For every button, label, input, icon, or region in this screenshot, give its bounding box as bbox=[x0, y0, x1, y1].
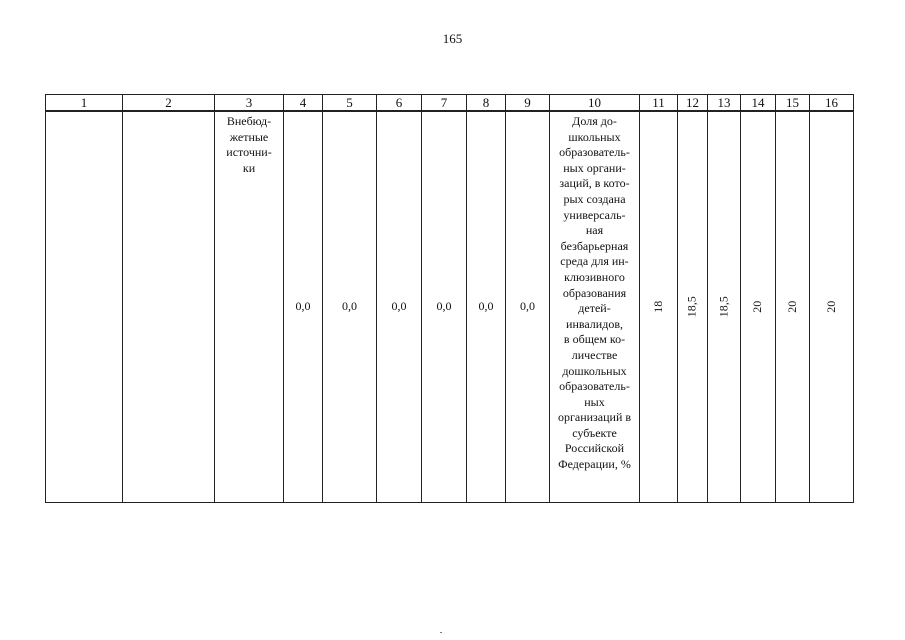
column-header: 16 bbox=[810, 95, 854, 112]
empty-cell bbox=[123, 111, 215, 503]
funding-value-cell bbox=[422, 111, 467, 503]
funding-value: 0,0 bbox=[342, 299, 357, 314]
column-header: 11 bbox=[640, 95, 678, 112]
column-header: 3 bbox=[215, 95, 284, 112]
target-value: 20 bbox=[823, 301, 838, 313]
column-header: 14 bbox=[741, 95, 776, 112]
funding-value: 0,0 bbox=[391, 299, 407, 314]
funding-value-cell bbox=[323, 111, 377, 503]
target-value: 20 bbox=[784, 301, 799, 313]
indicator-text: Доля до- школьных образователь- ных органи- заций, в кото- рых создана универсаль- ная безбарьерная среда для ин- клюзивного образования детей- инвалидов, в общем ко- личестве дошкольных образователь- ных организаций в субъекте Российской Федерации, % bbox=[557, 114, 632, 472]
target-value: 20 bbox=[750, 301, 765, 313]
column-header: 7 bbox=[422, 95, 467, 112]
funding-value-cell bbox=[284, 111, 323, 503]
target-value-cell bbox=[708, 111, 741, 503]
target-value: 18,5 bbox=[684, 296, 699, 318]
funding-value-cell bbox=[467, 111, 506, 503]
scan-mark bbox=[440, 632, 442, 633]
page-number: 165 bbox=[442, 31, 463, 46]
column-header: 15 bbox=[776, 95, 810, 112]
target-value-cell bbox=[810, 111, 854, 503]
funding-value-cell bbox=[377, 111, 422, 503]
funding-source-cell bbox=[215, 111, 284, 503]
column-header: 2 bbox=[123, 95, 215, 112]
column-header: 4 bbox=[284, 95, 323, 112]
target-value-cell bbox=[741, 111, 776, 503]
funding-value: 0,0 bbox=[295, 299, 311, 314]
program-table bbox=[45, 94, 854, 503]
funding-value: 0,0 bbox=[478, 299, 494, 314]
target-value-cell bbox=[640, 111, 678, 503]
funding-value-cell bbox=[506, 111, 550, 503]
funding-source-text: Внебюд- жетные источни- ки bbox=[226, 114, 272, 175]
column-header: 1 bbox=[46, 95, 123, 112]
target-value: 18 bbox=[650, 301, 665, 313]
table-row bbox=[46, 111, 854, 503]
column-header: 13 bbox=[708, 95, 741, 112]
target-value-cell bbox=[776, 111, 810, 503]
column-number-row bbox=[46, 95, 854, 112]
column-header: 5 bbox=[323, 95, 377, 112]
target-value-cell bbox=[678, 111, 708, 503]
funding-value: 0,0 bbox=[520, 299, 535, 314]
column-header: 12 bbox=[678, 95, 708, 112]
funding-value: 0,0 bbox=[436, 299, 452, 314]
column-header: 9 bbox=[506, 95, 550, 112]
column-header: 6 bbox=[377, 95, 422, 112]
column-header: 10 bbox=[550, 95, 640, 112]
column-header: 8 bbox=[467, 95, 506, 112]
empty-cell bbox=[46, 111, 123, 503]
target-value: 18,5 bbox=[716, 296, 731, 318]
indicator-cell bbox=[550, 111, 640, 503]
